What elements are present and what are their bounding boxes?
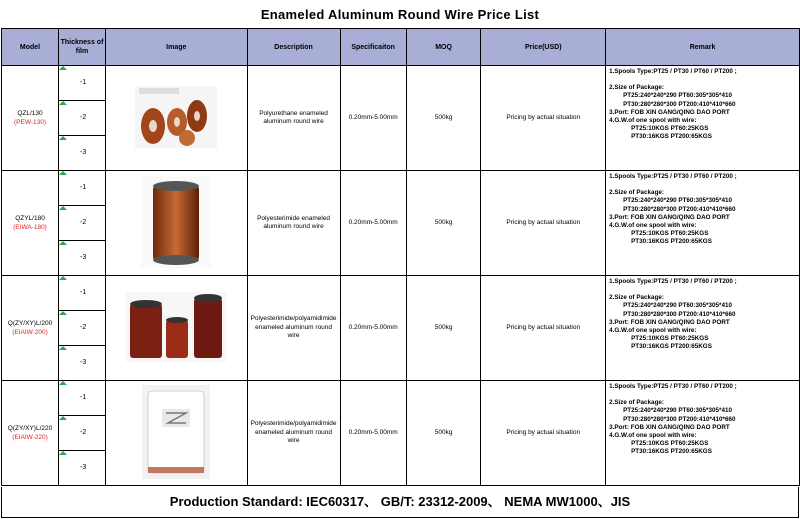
table-row bbox=[2, 276, 800, 311]
remark-line: PT25:10KGS PT60:25KGS bbox=[631, 440, 709, 448]
remark-line: 2.Size of Package: bbox=[609, 189, 665, 197]
thickness-level: -3 bbox=[80, 149, 87, 156]
remark-line: 3.Port: FOB XIN GANG/QING DAO PORT bbox=[609, 423, 730, 431]
moq: 500kg bbox=[406, 381, 481, 486]
image-cell bbox=[106, 276, 248, 381]
price: Pricing by actual situation bbox=[481, 381, 606, 486]
remark-line: 4.G.W.of one spool with wire: bbox=[609, 117, 697, 125]
thickness-level: -3 bbox=[80, 464, 87, 471]
thickness-level: -1 bbox=[80, 289, 87, 296]
remark-line: PT30:280*280*300 PT200:410*410*660 bbox=[623, 205, 736, 213]
model-code: QZL/130 bbox=[17, 110, 43, 117]
remark-line: 2.Size of Package: bbox=[609, 84, 665, 92]
green-marker-icon bbox=[59, 171, 67, 175]
remark-line: PT25:240*240*290 PT60:305*305*410 bbox=[623, 197, 732, 205]
thickness-level: -1 bbox=[80, 184, 87, 191]
header-remark: Remark bbox=[606, 29, 800, 66]
green-marker-icon bbox=[59, 101, 67, 105]
remark-line: 4.G.W.of one spool with wire: bbox=[609, 432, 697, 440]
wrapped-spool-image bbox=[106, 385, 247, 481]
model-cell bbox=[2, 381, 59, 486]
description: Polyesterimide enameled aluminum round wire bbox=[247, 171, 340, 276]
model-sub: (PEW-130) bbox=[13, 119, 47, 126]
description: Polyesterimide/polyamidimide enameled aluminum round wire bbox=[247, 381, 340, 486]
thickness-cell bbox=[59, 171, 106, 206]
image-cell bbox=[106, 171, 248, 276]
green-marker-icon bbox=[59, 206, 67, 210]
remark-cell bbox=[606, 276, 800, 381]
table-row bbox=[2, 381, 800, 416]
remark-line: PT30:280*280*300 PT200:410*410*660 bbox=[623, 310, 736, 318]
moq: 500kg bbox=[406, 276, 481, 381]
header-specification: Specificaiton bbox=[340, 29, 406, 66]
header-moq: MOQ bbox=[406, 29, 481, 66]
model-cell bbox=[2, 66, 59, 171]
table-row bbox=[2, 66, 800, 101]
thickness-level: -3 bbox=[80, 254, 87, 261]
thickness-cell bbox=[59, 276, 106, 311]
remark-line: 4.G.W.of one spool with wire: bbox=[609, 222, 697, 230]
thickness-cell bbox=[59, 381, 106, 416]
thickness-cell bbox=[59, 66, 106, 101]
table-row bbox=[2, 171, 800, 206]
thickness-level: -2 bbox=[80, 324, 87, 331]
thickness-level: -3 bbox=[80, 359, 87, 366]
model-code: Q(ZY/XY)L/220 bbox=[7, 425, 53, 432]
green-marker-icon bbox=[59, 66, 67, 70]
remark-line: 3.Port: FOB XIN GANG/QING DAO PORT bbox=[609, 108, 730, 116]
remark-line: 1.Spools Type:PT25 / PT30 / PT60 / PT200 ; bbox=[609, 278, 737, 285]
production-standard: Production Standard: IEC60317、 GB/T: 23312-2009、 NEMA MW1000、JIS bbox=[1, 487, 799, 518]
moq: 500kg bbox=[406, 66, 481, 171]
green-marker-icon bbox=[59, 451, 67, 455]
description: Polyurethane enameled aluminum round wire bbox=[247, 66, 340, 171]
remark-line: PT30:280*280*300 PT200:410*410*660 bbox=[623, 415, 736, 423]
specification: 0.20mm-5.00mm bbox=[340, 66, 406, 171]
green-marker-icon bbox=[59, 311, 67, 315]
green-marker-icon bbox=[59, 136, 67, 140]
model-sub: (EIWA-180) bbox=[13, 224, 47, 231]
image-cell bbox=[106, 381, 248, 486]
image-cell bbox=[106, 66, 248, 171]
header-price: Price(USD) bbox=[481, 29, 606, 66]
remark-line: PT25:240*240*290 PT60:305*305*410 bbox=[623, 92, 732, 100]
remark-line: PT25:10KGS PT60:25KGS bbox=[631, 335, 709, 343]
green-marker-icon bbox=[59, 276, 67, 280]
thickness-cell bbox=[59, 416, 106, 451]
specification: 0.20mm-5.00mm bbox=[340, 381, 406, 486]
model-cell bbox=[2, 276, 59, 381]
model-sub: (EIAIW-220) bbox=[12, 434, 48, 441]
remark-line: PT30:16KGS PT200:65KGS bbox=[631, 238, 712, 246]
thickness-cell bbox=[59, 101, 106, 136]
model-code: Q(ZY/XY)L/200 bbox=[7, 320, 53, 327]
model-code: QZYL/180 bbox=[15, 215, 45, 222]
remark-line: 1.Spools Type:PT25 / PT30 / PT60 / PT200 ; bbox=[609, 383, 737, 390]
model-cell bbox=[2, 171, 59, 276]
green-marker-icon bbox=[59, 241, 67, 245]
remark-line: PT25:240*240*290 PT60:305*305*410 bbox=[623, 302, 732, 310]
header-description: Description bbox=[247, 29, 340, 66]
remark-line: 1.Spools Type:PT25 / PT30 / PT60 / PT200 ; bbox=[609, 173, 737, 180]
price: Pricing by actual situation bbox=[481, 276, 606, 381]
thickness-level: -2 bbox=[80, 429, 87, 436]
price-table bbox=[1, 28, 800, 486]
remark-line: 1.Spools Type:PT25 / PT30 / PT60 / PT200 ; bbox=[609, 68, 737, 75]
remark-line: 3.Port: FOB XIN GANG/QING DAO PORT bbox=[609, 213, 730, 221]
remark-line: PT30:16KGS PT200:65KGS bbox=[631, 133, 712, 141]
remark-line: PT30:16KGS PT200:65KGS bbox=[631, 448, 712, 456]
remark-line: 3.Port: FOB XIN GANG/QING DAO PORT bbox=[609, 318, 730, 326]
single-wire-coil-image bbox=[106, 176, 247, 270]
page-title: Enameled Aluminum Round Wire Price List bbox=[260, 7, 540, 22]
remark-line: PT25:240*240*290 PT60:305*305*410 bbox=[623, 407, 732, 415]
thickness-cell bbox=[59, 346, 106, 381]
price: Pricing by actual situation bbox=[481, 66, 606, 171]
description: Polyesterimide/polyamidimide enameled aluminum round wire bbox=[247, 276, 340, 381]
thickness-level: -2 bbox=[80, 219, 87, 226]
remark-line: PT30:280*280*300 PT200:410*410*660 bbox=[623, 100, 736, 108]
remark-line: 2.Size of Package: bbox=[609, 294, 665, 302]
thickness-level: -1 bbox=[80, 79, 87, 86]
remark-line: PT30:16KGS PT200:65KGS bbox=[631, 343, 712, 351]
remark-cell bbox=[606, 171, 800, 276]
remark-line: PT25:10KGS PT60:25KGS bbox=[631, 230, 709, 238]
remark-cell bbox=[606, 381, 800, 486]
thickness-cell bbox=[59, 206, 106, 241]
green-marker-icon bbox=[59, 416, 67, 420]
remark-cell bbox=[606, 66, 800, 171]
header-image: Image bbox=[106, 29, 248, 66]
remark-line: 4.G.W.of one spool with wire: bbox=[609, 327, 697, 335]
thickness-cell bbox=[59, 136, 106, 171]
specification: 0.20mm-5.00mm bbox=[340, 276, 406, 381]
three-wire-spools-image bbox=[106, 292, 247, 364]
green-marker-icon bbox=[59, 381, 67, 385]
model-sub: (EIAIW-200) bbox=[12, 329, 48, 336]
specification: 0.20mm-5.00mm bbox=[340, 171, 406, 276]
thickness-level: -1 bbox=[80, 394, 87, 401]
moq: 500kg bbox=[406, 171, 481, 276]
header-model: Model bbox=[2, 29, 59, 66]
thickness-level: -2 bbox=[80, 114, 87, 121]
thickness-cell bbox=[59, 451, 106, 486]
thickness-cell bbox=[59, 241, 106, 276]
remark-line: 2.Size of Package: bbox=[609, 399, 665, 407]
green-marker-icon bbox=[59, 346, 67, 350]
price: Pricing by actual situation bbox=[481, 171, 606, 276]
thickness-cell bbox=[59, 311, 106, 346]
remark-line: PT25:10KGS PT60:25KGS bbox=[631, 125, 709, 133]
header-thickness: Thickness of film bbox=[59, 29, 106, 66]
copper-wire-spools-image bbox=[106, 86, 247, 150]
header-row bbox=[2, 29, 800, 66]
